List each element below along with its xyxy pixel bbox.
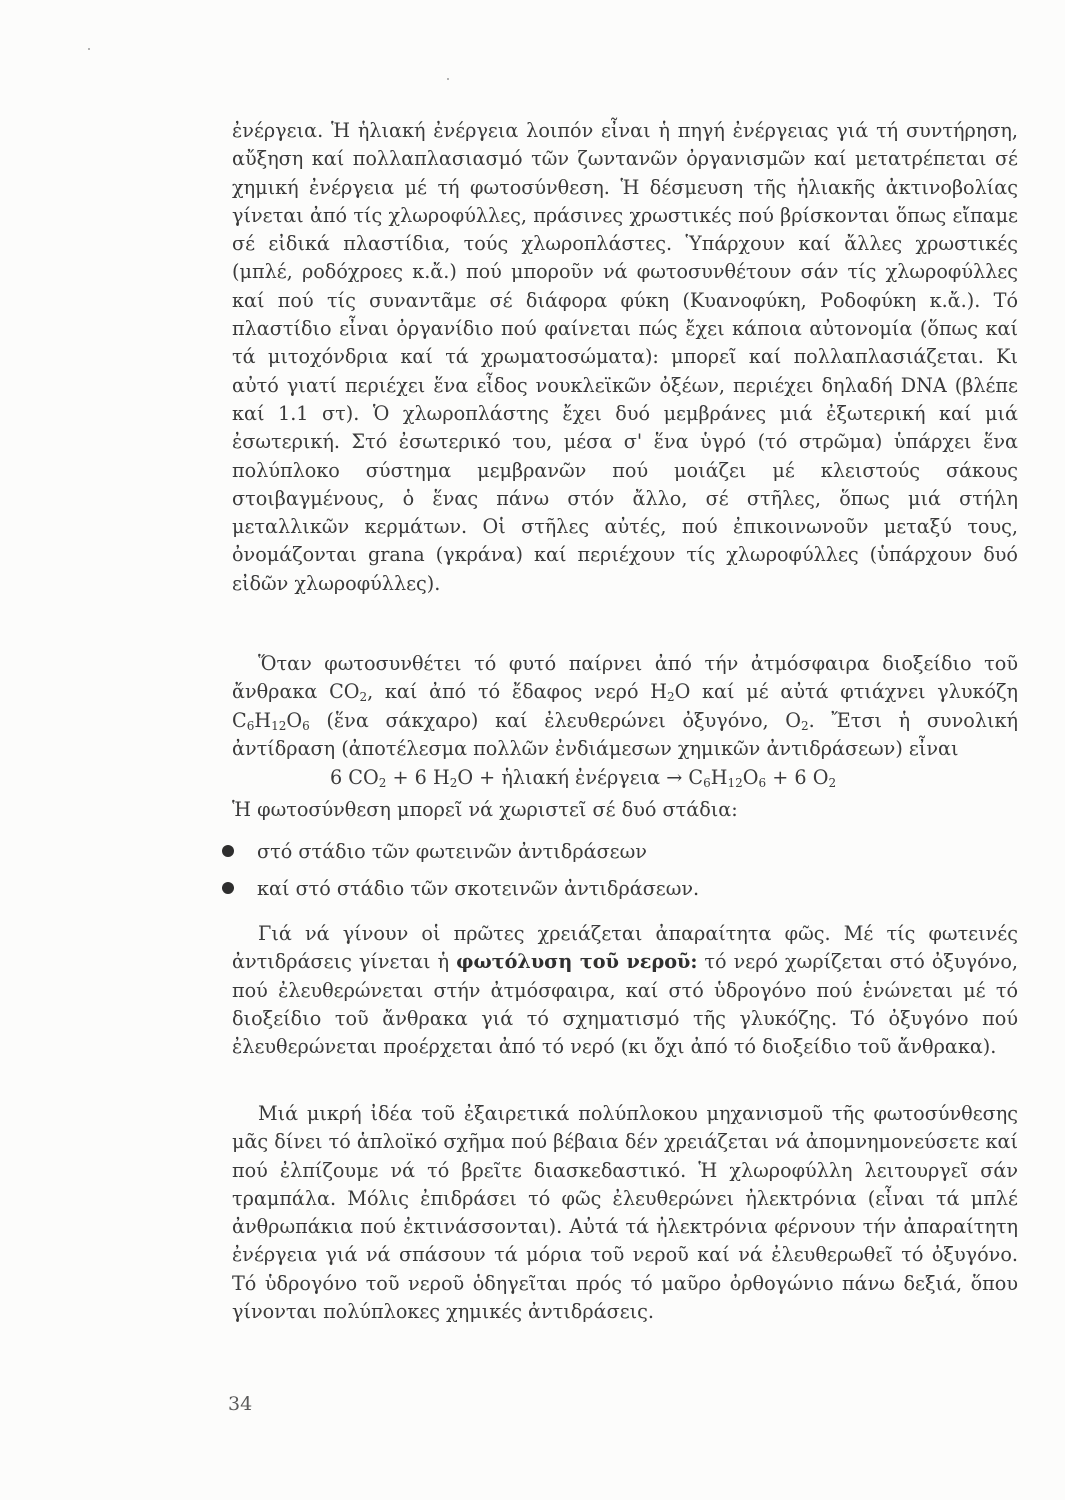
paragraph-chloroplast <box>232 117 1018 598</box>
paragraph-text: Ὅταν φωτοσυνθέτει τό φυτό παίρνει ἀπό τήν ἀτμόσφαιρα διοξείδιο τοῦ ἄνθρακα $CO_2$, καί ἀπό τό ἔδαφος νερό $H_2O$ καί μέ αὐτά φτιάχνει γλυκόζη $C_6H_{12}O_6$ (ἕνα σάκχαρο) καί ἐλευθερώνει ὀξυγόνο, $O_2$. Ἔτσι ἡ συνολική ἀντίδραση (ἀποτέλεσμα πολλῶν ἐνδιάμεσων χημικῶν ἀντιδράσεων) εἶναι <box>232 652 1018 760</box>
page-number: 34 <box>228 1393 253 1415</box>
paragraph-light-reactions <box>232 920 1018 1061</box>
paragraph-text: Γιά νά γίνουν οἱ πρῶτες χρειάζεται ἀπαραίτητα φῶς. Μέ τίς φωτεινές ἀντιδράσεις γίνεται ἡ φωτόλυση τοῦ νεροῦ: τό νερό χωρίζεται στό ὀξυγόνο, πού ἐλευθερώνεται στήν ἀτμόσφαιρα, καί στό ὑδρογόνο πού ἑνώνεται μέ τό διοξείδιο τοῦ ἄνθρακα γιά τό σχηματισμό τῆς γλυκόζης. Τό ὀξυγόνο πού ἐλευθερώνεται προέρχεται ἀπό τό νερό (κι ὄχι ἀπό τό διοξείδιο τοῦ ἄνθρακα). <box>232 922 1018 1059</box>
scan-speck <box>88 48 90 50</box>
paragraph-text: Μιά μικρή ἰδέα τοῦ ἐξαιρετικά πολύπλοκου μηχανισμοῦ τῆς φωτοσύνθεσης μᾶς δίνει τό ἁπλοϊκό σχῆμα πού βέβαια δέν χρειάζεται νά ἀπομνημονεύσετε καί πού ἐλπίζουμε νά τό βρεῖτε διασκεδαστικό. Ἡ χλωροφύλλη λειτουργεῖ σάν τραμπάλα. Μόλις ἐπιδράσει τό φῶς ἐλευθερώνει ἠλεκτρόνια (εἶναι τά μπλέ ἀνθρωπάκια πού ἐκτινάσσονται). Αὐτά τά ἠλεκτρόνια φέρνουν τήν ἀπαραίτητη ἐνέργεια γιά νά σπάσουν τά μόρια τοῦ νεροῦ καί νά ἐλευθερωθεῖ τό ὀξυγόνο. Τό ὑδρογόνο τοῦ νεροῦ ὁδηγεῖται πρός τό μαῦρο ὀρθογώνιο πάνω δεξιά, ὅπου γίνονται πολύπλοκες χημικές ἀντιδράσεις. <box>232 1102 1018 1324</box>
bullet-icon <box>222 882 234 894</box>
paragraph-text: ἐνέργεια. Ἡ ἡλιακή ἐνέργεια λοιπόν εἶναι ἡ πηγή ἐνέργειας γιά τή συντήρηση, αὔξηση καί πολλαπλασιασμό τῶν ζωντανῶν ὀργανισμῶν καί μετατρέπεται σέ χημική ἐνέργεια μέ τή φωτοσύνθεση. Ἡ δέσμευση τῆς ἡλιακῆς ἀκτινοβολίας γίνεται ἀπό τίς χλωροφύλλες, πράσινες χρωστικές πού βρίσκονται ὅπως εἴπαμε σέ εἰδικά πλαστίδια, τούς χλωροπλάστες. Ὑπάρχουν καί ἄλλες χρωστικές (μπλέ, ροδόχροες κ.ἄ.) πού μποροῦν νά φωτοσυνθέτουν σάν τίς χλωροφύλλες καί πού τίς συναντᾶμε σέ διάφορα φύκη (Κυανοφύκη, Ροδοφύκη κ.ἄ.). Τό πλαστίδιο εἶναι ὀργανίδιο πού φαίνεται πώς ἔχει κάποια αὐτονομία (ὅπως καί τά μιτοχόνδρια καί τά χρωματοσώματα): μπορεῖ καί πολλαπλασιάζεται. Κι αὐτό γιατί περιέχει ἕνα εἶδος νουκλεϊκῶν ὀξέων, περιέχει δηλαδή DNA (βλέπε καί 1.1 στ). Ὁ χλωροπλάστης ἔχει δυό μεμβράνες μιά ἐξωτερική καί μιά ἐσωτερική. Στό ἐσωτερικό του, μέσα σ' ἕνα ὑγρό (τό στρῶμα) ὑπάρχει ἕνα πολύπλοκο σύστημα μεμβρανῶν πού μοιάζει μέ κλειστούς σάκους στοιβαγμένους, ὁ ἕνας πάνω στόν ἄλλο, σέ στῆλες, ὅπως μιά στήλη μεταλλικῶν κερμάτων. Οἱ στῆλες αὐτές, πού ἐπικοινωνοῦν μεταξύ τους, ὀνομάζονται grana (γκράνα) καί περιέχουν τίς χλωροφύλλες (ὑπάρχουν δυό εἰδῶν χλωροφύλλες). <box>232 119 1018 595</box>
paragraph-photosynthesis-reaction <box>232 650 1018 763</box>
paragraph-mechanism <box>232 1100 1018 1326</box>
stages-intro: Ἡ φωτοσύνθεση μπορεῖ νά χωριστεῖ σέ δυό στάδια: <box>232 798 738 821</box>
list-item: στό στάδιο τῶν φωτεινῶν ἀντιδράσεων <box>222 838 647 866</box>
list-item: καί στό στάδιο τῶν σκοτεινῶν ἀντιδράσεων. <box>222 875 699 903</box>
reaction-arrow: → <box>666 766 683 789</box>
bullet-icon <box>222 845 234 857</box>
bold-term: φωτόλυση τοῦ νεροῦ: <box>456 950 698 974</box>
scan-speck <box>447 78 449 80</box>
photosynthesis-equation: 6 $CO_2 + 6$ $H_2O$ + ἡλιακή ἐνέργεια → $C_6H_{12}O_6 + 6$ $O_2$ <box>330 766 837 790</box>
